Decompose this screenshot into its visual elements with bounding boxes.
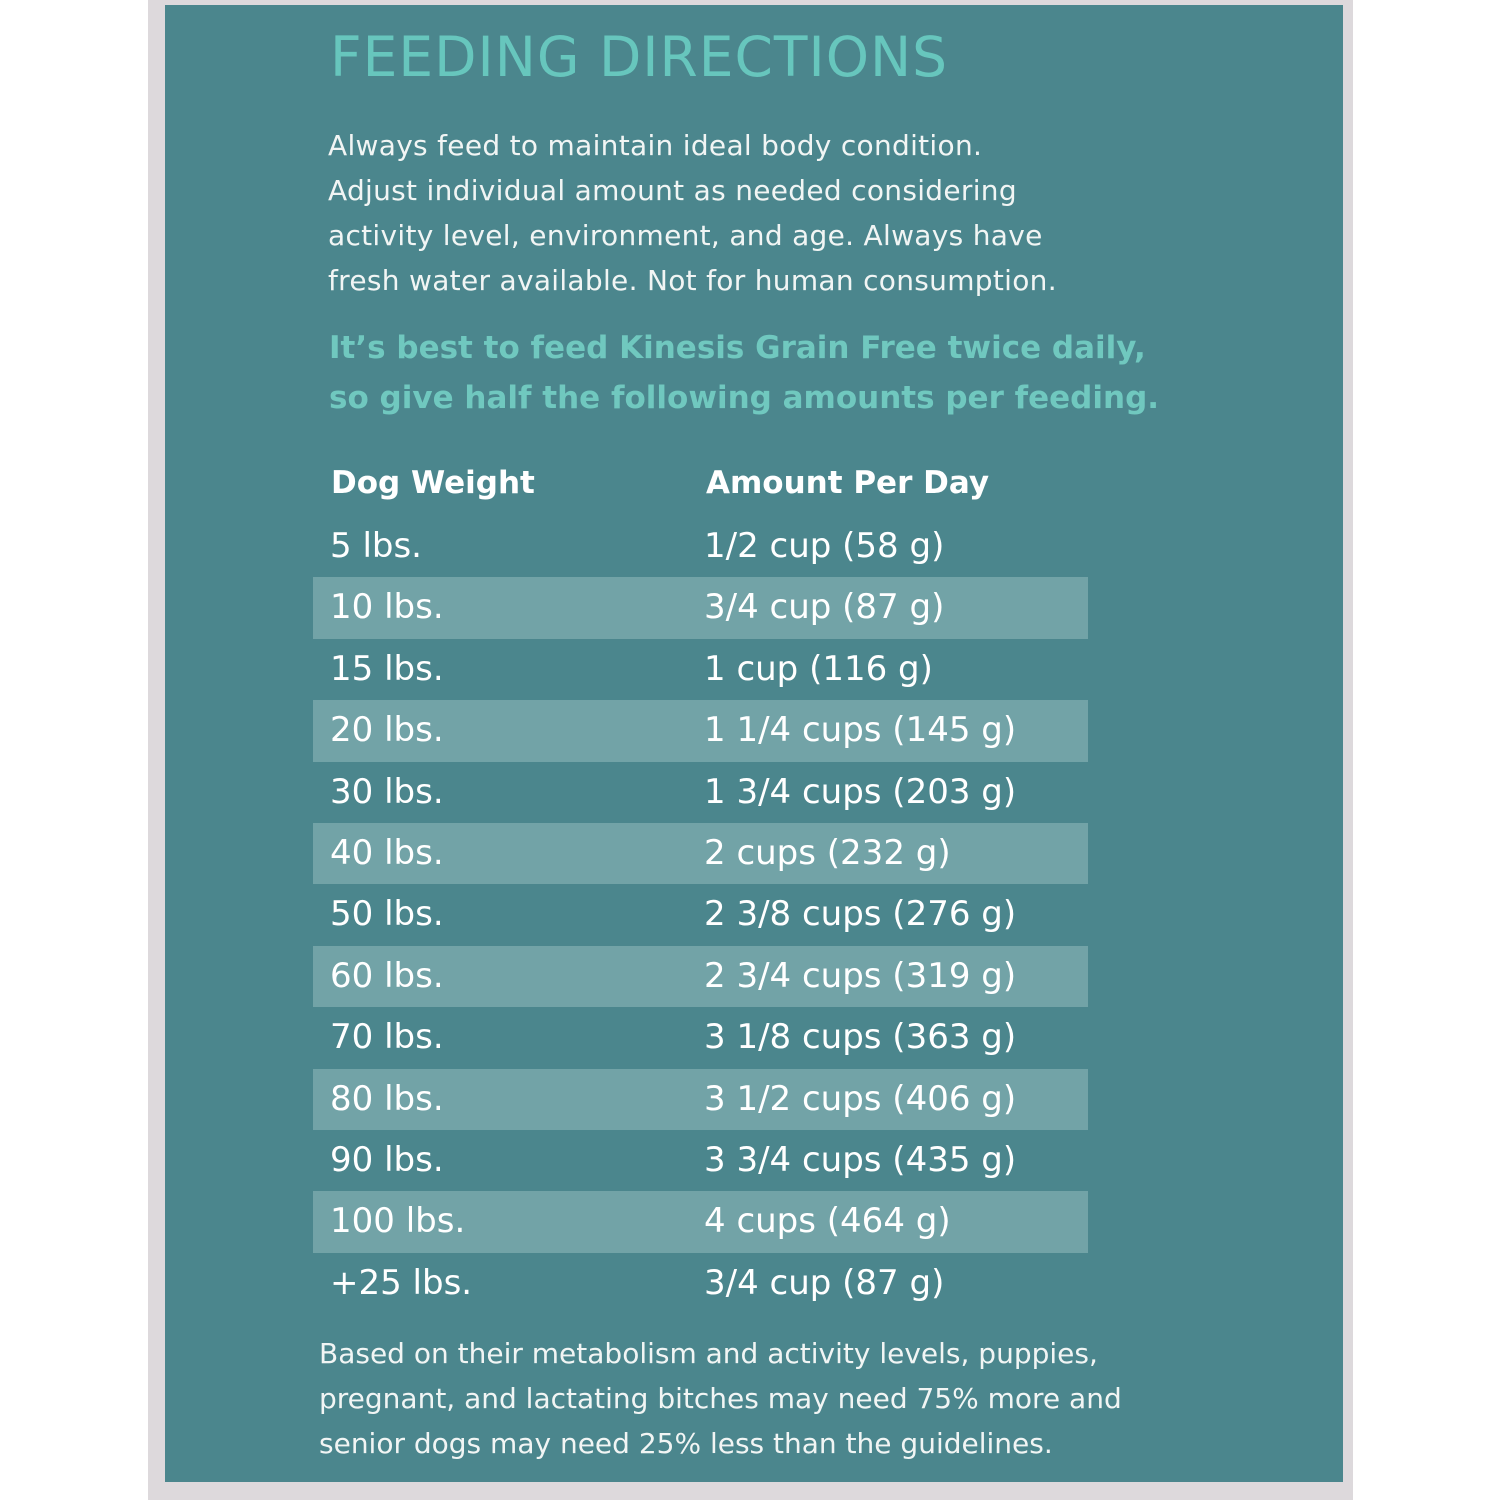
weight-cell: 90 lbs.	[330, 1139, 444, 1180]
footer-line: Based on their metabolism and activity levels, puppies,	[319, 1337, 1098, 1370]
amount-cell: 3 3/4 cups (435 g)	[704, 1139, 1017, 1180]
amount-cell: 2 cups (232 g)	[704, 832, 951, 873]
table-row	[313, 1191, 1088, 1252]
footer-line: senior dogs may need 25% less than the guidelines.	[319, 1427, 1053, 1460]
table-row	[313, 516, 1088, 577]
weight-cell: 30 lbs.	[330, 771, 444, 812]
tip-line: so give half the following amounts per feeding.	[329, 380, 1160, 416]
weight-cell: 80 lbs.	[330, 1078, 444, 1119]
amount-cell: 3/4 cup (87 g)	[704, 1262, 945, 1303]
intro-line: activity level, environment, and age. Always have	[328, 219, 1043, 252]
weight-cell: +25 lbs.	[330, 1262, 473, 1303]
feeding-tip	[329, 323, 1309, 423]
header-amount-per-day: Amount Per Day	[706, 465, 990, 501]
table-row	[313, 1130, 1088, 1191]
table-row	[313, 1069, 1088, 1130]
amount-cell: 4 cups (464 g)	[704, 1201, 951, 1242]
table-row	[313, 1253, 1088, 1314]
footer-line: pregnant, and lactating bitches may need 75% more and	[319, 1382, 1122, 1415]
table-row	[313, 577, 1088, 638]
tip-line: It’s best to feed Kinesis Grain Free twice daily,	[329, 330, 1146, 366]
amount-cell: 1/2 cup (58 g)	[704, 526, 945, 566]
weight-cell: 70 lbs.	[330, 1017, 444, 1058]
amount-cell: 1 3/4 cups (203 g)	[704, 771, 1017, 812]
intro-line: Adjust individual amount as needed considering	[328, 174, 1017, 207]
amount-cell: 3/4 cup (87 g)	[704, 587, 945, 628]
table-row	[313, 946, 1088, 1007]
weight-cell: 10 lbs.	[330, 587, 444, 628]
footer-note	[319, 1331, 1319, 1466]
amount-cell: 1 1/4 cups (145 g)	[704, 710, 1017, 751]
feeding-table	[313, 516, 1088, 1314]
amount-cell: 3 1/2 cups (406 g)	[704, 1078, 1017, 1119]
table-row	[313, 639, 1088, 700]
intro-line: Always feed to maintain ideal body condition.	[328, 129, 983, 162]
intro-line: fresh water available. Not for human consumption.	[328, 264, 1057, 297]
page-title: FEEDING DIRECTIONS	[330, 25, 949, 89]
weight-cell: 15 lbs.	[330, 648, 444, 689]
table-row	[313, 823, 1088, 884]
table-row	[313, 700, 1088, 761]
table-header	[313, 455, 1088, 516]
intro-paragraph	[328, 123, 1308, 303]
weight-cell: 50 lbs.	[330, 894, 444, 935]
amount-cell: 3 1/8 cups (363 g)	[704, 1017, 1017, 1058]
table-row	[313, 884, 1088, 945]
amount-cell: 1 cup (116 g)	[704, 648, 933, 689]
weight-cell: 20 lbs.	[330, 710, 444, 751]
weight-cell: 100 lbs.	[330, 1201, 466, 1242]
weight-cell: 5 lbs.	[330, 526, 422, 566]
weight-cell: 60 lbs.	[330, 955, 444, 996]
weight-cell: 40 lbs.	[330, 832, 444, 873]
header-dog-weight: Dog Weight	[331, 465, 535, 501]
amount-cell: 2 3/4 cups (319 g)	[704, 955, 1017, 996]
amount-cell: 2 3/8 cups (276 g)	[704, 894, 1017, 935]
table-row	[313, 1007, 1088, 1068]
table-row	[313, 762, 1088, 823]
